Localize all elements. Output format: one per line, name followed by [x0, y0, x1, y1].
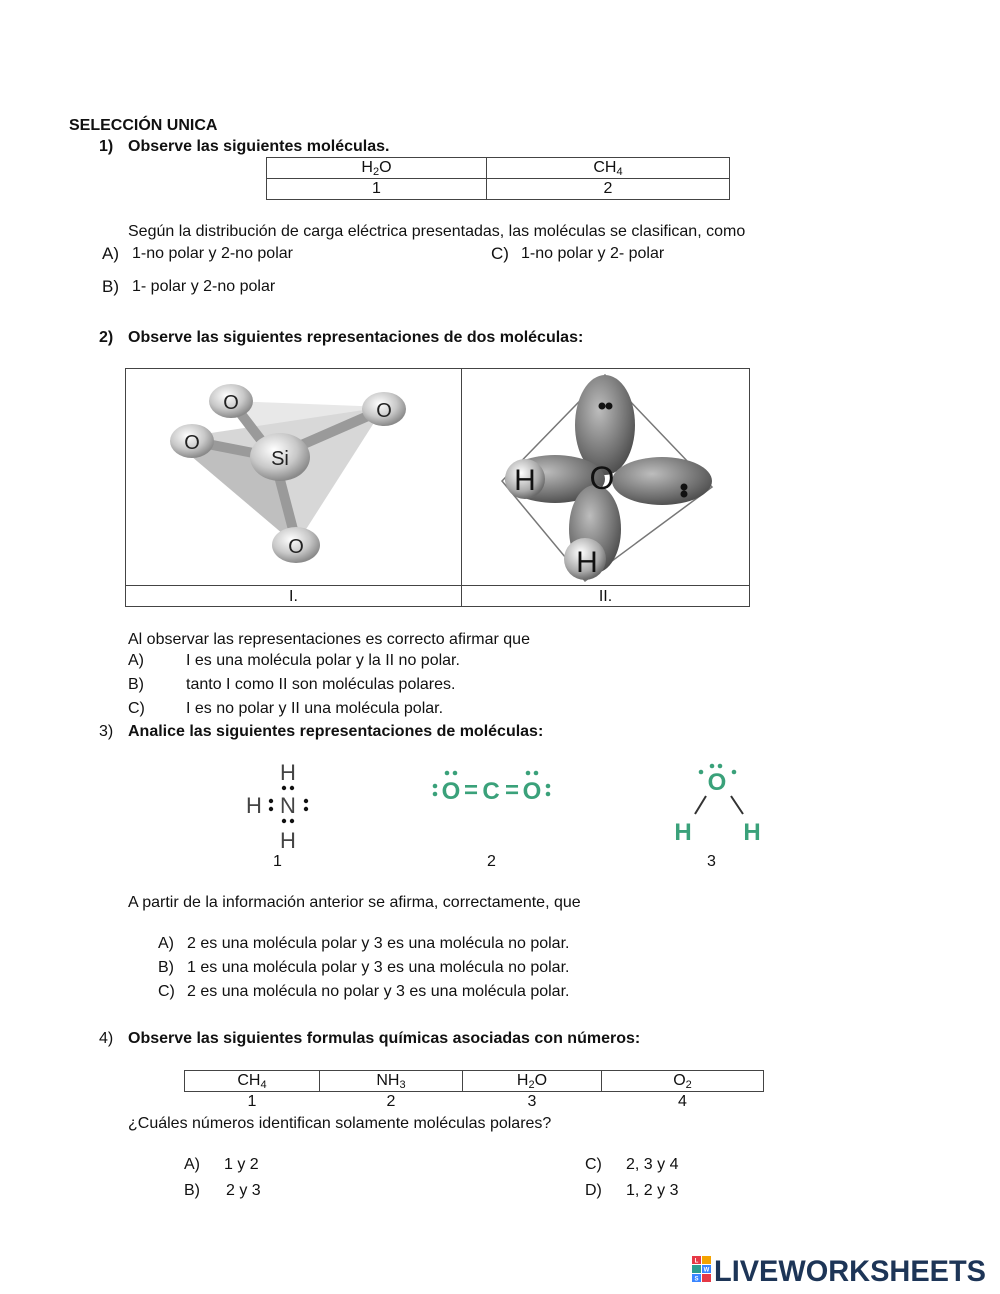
q1-option-b-text[interactable]: 1- polar y 2-no polar [132, 278, 276, 295]
h2o-h-left: H [674, 819, 692, 846]
q3-prompt: Analice las siguientes representaciones de moléculas: [128, 723, 544, 740]
h2o-orbital-model [462, 369, 749, 585]
q1-table [266, 157, 730, 200]
q1-value-1: 1 [267, 179, 487, 200]
q1-prompt: Observe las siguientes moléculas. [128, 138, 390, 155]
q3-option-b-text: 1 es una molécula polar y 3 es una molécula no polar. [187, 959, 570, 976]
h2o-orbital-image [462, 369, 749, 585]
h2o-h-right: H [743, 819, 761, 846]
q4-option-a-text[interactable]: 1 y 2 [224, 1156, 259, 1173]
q2-option-b-letter: B) [128, 676, 144, 693]
q2-caption-2: II. [462, 585, 749, 608]
q2-option-c-text: I es no polar y II una molécula polar. [186, 700, 444, 717]
q2-option-a[interactable] [128, 652, 460, 670]
q2-option-b-text: tanto I como II son moléculas polares. [186, 676, 456, 693]
q4-header-h2o: $H_2O$ [463, 1071, 602, 1092]
q4-value-3: 3 [527, 1093, 537, 1110]
q4-value-4: 4 [678, 1093, 687, 1110]
logo-tile-l: L [694, 1258, 699, 1265]
q4-header-nh3: $NH_3$ [320, 1071, 463, 1092]
q4-prompt: Observe las siguientes formulas químicas asociadas con números: [128, 1030, 641, 1047]
h2o-hydrogen-label-2: H [576, 546, 598, 579]
q4-question: ¿Cuáles números identifican solamente moléculas polares? [128, 1115, 552, 1132]
q3-option-c-letter: C) [158, 983, 175, 1000]
sio4-oxygen-label-1: O [223, 392, 239, 414]
logo-tile-w: W [703, 1267, 710, 1274]
co2-lewis-structure [430, 766, 555, 806]
co2-o-left: O [441, 778, 461, 805]
nh3-h-top: H [280, 760, 296, 785]
q3-label-3: 3 [707, 853, 716, 870]
q3-option-a-letter: A) [158, 935, 174, 952]
q3-option-c-text: 2 es una molécula no polar y 3 es una molécula polar. [187, 983, 570, 1000]
q1-option-a-text[interactable]: 1-no polar y 2-no polar [132, 245, 293, 262]
q1-option-a-letter[interactable]: A) [102, 244, 119, 263]
q2-option-a-text: I es una molécula polar y la II no polar. [186, 652, 460, 669]
q2-number: 2) [99, 329, 114, 346]
q2-prompt: Observe las siguientes representaciones de dos moléculas: [128, 329, 584, 346]
nh3-h-left: H [246, 793, 262, 818]
q3-option-b[interactable] [158, 959, 569, 977]
q3-option-b-letter: B) [158, 959, 174, 976]
section-title: SELECCIÓN UNICA [69, 117, 218, 134]
q3-number: 3) [99, 723, 114, 740]
q1-option-c-letter[interactable]: C) [491, 244, 509, 263]
q3-option-a-text: 2 es una molécula polar y 3 es una molécula no polar. [187, 935, 570, 952]
q2-caption-1: I. [126, 585, 461, 608]
q2-image-table [125, 368, 750, 607]
q4-option-d-letter[interactable]: D) [585, 1182, 602, 1199]
q4-option-c-text[interactable]: 2, 3 y 4 [626, 1156, 679, 1173]
q4-option-b-letter[interactable]: B) [184, 1182, 200, 1199]
q1-number: 1) [99, 138, 114, 155]
h2o-o: O [707, 769, 727, 796]
q4-header-ch4: $CH_4$ [185, 1071, 320, 1092]
q2-option-b[interactable] [128, 676, 455, 694]
sio4-silicon-label: Si [271, 448, 289, 470]
sio4-oxygen-label-4: O [288, 536, 304, 558]
co2-eq-1: = [463, 777, 479, 804]
nh3-lewis-structure [240, 758, 320, 854]
q1-header-h2o: $H_2O$ [267, 158, 487, 179]
q4-header-o2: $O_2$ [602, 1071, 764, 1092]
q4-option-c-letter[interactable]: C) [585, 1156, 602, 1173]
q2-option-c-letter: C) [128, 700, 145, 717]
q3-label-2: 2 [487, 853, 496, 870]
q1-header-ch4: $CH_4$ [487, 158, 730, 179]
q4-number: 4) [99, 1030, 114, 1047]
q4-option-d-text[interactable]: 1, 2 y 3 [626, 1182, 679, 1199]
q3-label-1: 1 [273, 853, 282, 870]
sio4-model [126, 369, 461, 585]
q1-option-b-letter[interactable]: B) [102, 277, 119, 296]
h2o-lewis-structure [668, 760, 768, 846]
sio4-oxygen-label-3: O [184, 432, 200, 454]
co2-eq-2: = [504, 777, 520, 804]
q3-question: A partir de la información anterior se afirma, correctamente, que [128, 894, 581, 911]
h2o-oxygen-label: O [589, 460, 615, 496]
q2-option-a-letter: A) [128, 652, 144, 669]
q4-value-2: 2 [386, 1093, 396, 1110]
q3-option-a[interactable] [158, 935, 569, 953]
liveworksheets-logo[interactable] [690, 1252, 990, 1291]
q1-question: Según la distribución de carga eléctrica presentadas, las moléculas se clasifican, como [128, 223, 746, 240]
co2-o-right: O [522, 778, 542, 805]
q2-question: Al observar las representaciones es correcto afirmar que [128, 631, 530, 648]
logo-wordmark: LIVEWORKSHEETS [714, 1255, 986, 1286]
liveworksheets-logo-icon [690, 1252, 990, 1286]
q4-table [184, 1070, 764, 1112]
q3-option-c[interactable] [158, 983, 569, 1001]
q4-value-1: 1 [247, 1093, 257, 1110]
sio4-oxygen-label-2: O [376, 400, 392, 422]
co2-c: C [482, 778, 500, 805]
q4-option-b-text[interactable]: 2 y 3 [226, 1182, 261, 1199]
nh3-h-bottom: H [280, 828, 296, 853]
nh3-n: N [280, 793, 296, 818]
h2o-hydrogen-label-1: H [514, 464, 536, 497]
logo-tile-s: S [694, 1276, 699, 1283]
q2-option-c[interactable] [128, 700, 443, 718]
q1-option-c-text[interactable]: 1-no polar y 2- polar [521, 245, 665, 262]
q4-option-a-letter[interactable]: A) [184, 1156, 200, 1173]
q1-value-2: 2 [487, 179, 730, 200]
sio4-tetrahedron-image [126, 369, 461, 585]
